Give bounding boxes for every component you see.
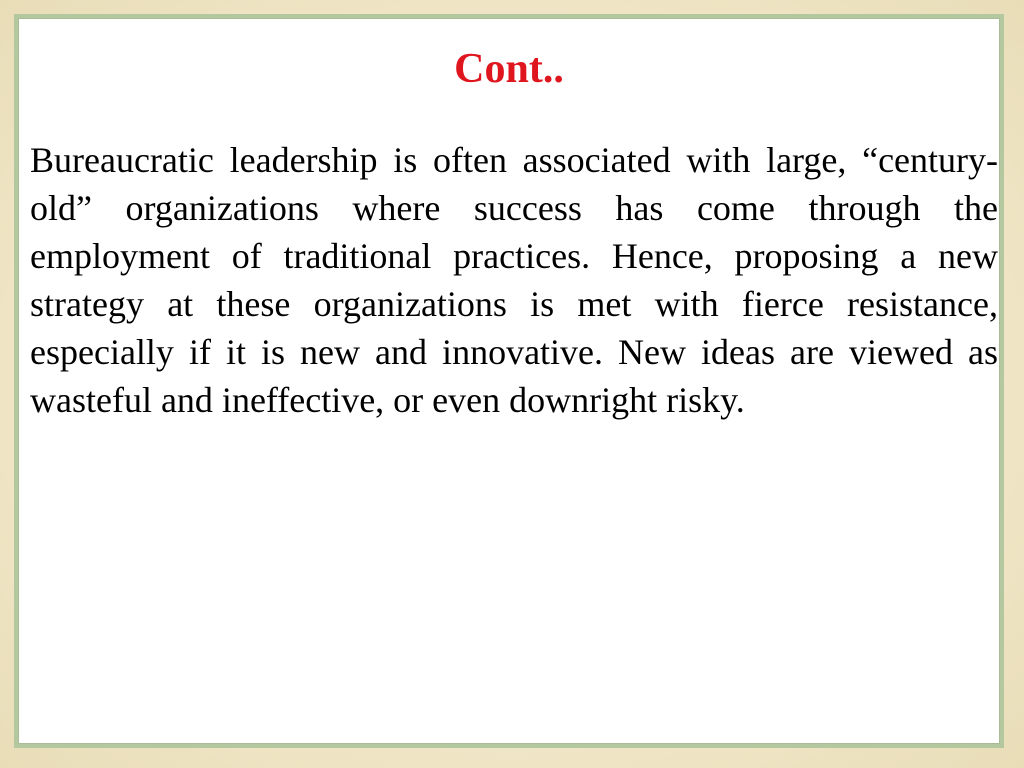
slide-title: Cont.. [454, 46, 564, 92]
slide-body-paragraph: Bureaucratic leadership is often associated with large, “century-old” organizations where success has come through the employment of traditional practices. Hence, proposing a new strategy at these organizations is met with fierce resistance, especially if it is new and innovative. New ideas are viewed as wasteful and ineffective, or even downright risky. [30, 140, 998, 420]
slide-frame [14, 14, 1004, 748]
